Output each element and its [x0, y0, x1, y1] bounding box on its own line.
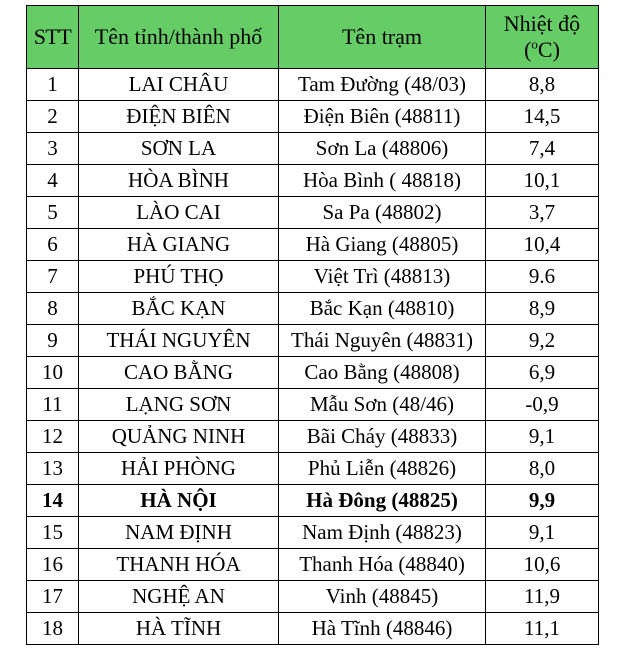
cell-province: HÀ GIANG — [79, 229, 279, 261]
cell-province: HÀ NỘI — [79, 485, 279, 517]
cell-stt: 1 — [27, 69, 79, 101]
header-stt: STT — [27, 6, 79, 69]
table-row — [27, 165, 599, 197]
cell-stt: 12 — [27, 421, 79, 453]
cell-stt: 11 — [27, 389, 79, 421]
cell-stt: 15 — [27, 517, 79, 549]
cell-station: Hà Đông (48825) — [279, 485, 486, 517]
table-row — [27, 549, 599, 581]
cell-province: CAO BẰNG — [79, 357, 279, 389]
table-row — [27, 421, 599, 453]
cell-temperature: -0,9 — [486, 389, 599, 421]
table-row — [27, 613, 599, 645]
cell-stt: 14 — [27, 485, 79, 517]
header-row — [27, 6, 599, 69]
cell-temperature: 14,5 — [486, 101, 599, 133]
cell-station: Tam Đường (48/03) — [279, 69, 486, 101]
table-row — [27, 485, 599, 517]
cell-province: ĐIỆN BIÊN — [79, 101, 279, 133]
cell-temperature: 11,1 — [486, 613, 599, 645]
header-province: Tên tỉnh/thành phố — [79, 6, 279, 69]
cell-province: BẮC KẠN — [79, 293, 279, 325]
cell-temperature: 10,4 — [486, 229, 599, 261]
cell-station: Hà Giang (48805) — [279, 229, 486, 261]
table-row — [27, 197, 599, 229]
unit-open: ( — [524, 37, 532, 62]
cell-province: PHÚ THỌ — [79, 261, 279, 293]
cell-stt: 18 — [27, 613, 79, 645]
cell-stt: 8 — [27, 293, 79, 325]
header-temperature-label: Nhiệt độ — [503, 11, 581, 36]
cell-station: Thái Nguyên (48831) — [279, 325, 486, 357]
cell-stt: 5 — [27, 197, 79, 229]
cell-province: NGHỆ AN — [79, 581, 279, 613]
cell-station: Cao Bằng (48808) — [279, 357, 486, 389]
cell-stt: 6 — [27, 229, 79, 261]
cell-temperature: 9,9 — [486, 485, 599, 517]
cell-province: LẠNG SƠN — [79, 389, 279, 421]
cell-province: QUẢNG NINH — [79, 421, 279, 453]
table-row — [27, 453, 599, 485]
cell-temperature: 6,9 — [486, 357, 599, 389]
cell-station: Bắc Kạn (48810) — [279, 293, 486, 325]
cell-station: Bãi Cháy (48833) — [279, 421, 486, 453]
cell-station: Mẫu Sơn (48/46) — [279, 389, 486, 421]
cell-temperature: 11,9 — [486, 581, 599, 613]
cell-stt: 10 — [27, 357, 79, 389]
cell-province: LÀO CAI — [79, 197, 279, 229]
temperature-table — [26, 5, 599, 645]
cell-temperature: 9,1 — [486, 421, 599, 453]
table-body — [27, 69, 599, 645]
cell-province: HÀ TĨNH — [79, 613, 279, 645]
cell-temperature: 9,1 — [486, 517, 599, 549]
cell-station: Vinh (48845) — [279, 581, 486, 613]
cell-station: Sơn La (48806) — [279, 133, 486, 165]
cell-province: SƠN LA — [79, 133, 279, 165]
cell-temperature: 10,6 — [486, 549, 599, 581]
cell-temperature: 9.6 — [486, 261, 599, 293]
table-row — [27, 261, 599, 293]
table-row — [27, 325, 599, 357]
cell-station: Hòa Bình ( 48818) — [279, 165, 486, 197]
cell-temperature: 10,1 — [486, 165, 599, 197]
table-row — [27, 293, 599, 325]
cell-station: Thanh Hóa (48840) — [279, 549, 486, 581]
cell-stt: 3 — [27, 133, 79, 165]
table-row — [27, 517, 599, 549]
cell-stt: 17 — [27, 581, 79, 613]
cell-station: Nam Định (48823) — [279, 517, 486, 549]
cell-province: HÒA BÌNH — [79, 165, 279, 197]
unit-close: C) — [537, 37, 560, 62]
header-temperature — [486, 6, 599, 69]
cell-province: NAM ĐỊNH — [79, 517, 279, 549]
cell-stt: 13 — [27, 453, 79, 485]
cell-stt: 16 — [27, 549, 79, 581]
table-row — [27, 389, 599, 421]
cell-stt: 9 — [27, 325, 79, 357]
cell-stt: 4 — [27, 165, 79, 197]
cell-station: Việt Trì (48813) — [279, 261, 486, 293]
table-row — [27, 229, 599, 261]
cell-station: Hà Tĩnh (48846) — [279, 613, 486, 645]
cell-province: LAI CHÂU — [79, 69, 279, 101]
cell-temperature: 8,0 — [486, 453, 599, 485]
cell-stt: 7 — [27, 261, 79, 293]
cell-temperature: 8,9 — [486, 293, 599, 325]
cell-station: Điện Biên (48811) — [279, 101, 486, 133]
header-temperature-unit — [486, 37, 598, 63]
cell-province: THÁI NGUYÊN — [79, 325, 279, 357]
cell-stt: 2 — [27, 101, 79, 133]
cell-station: Sa Pa (48802) — [279, 197, 486, 229]
cell-province: HẢI PHÒNG — [79, 453, 279, 485]
cell-province: THANH HÓA — [79, 549, 279, 581]
cell-temperature: 8,8 — [486, 69, 599, 101]
table-row — [27, 357, 599, 389]
temperature-table-container — [26, 5, 598, 645]
table-header — [27, 6, 599, 69]
cell-temperature: 3,7 — [486, 197, 599, 229]
cell-station: Phủ Liễn (48826) — [279, 453, 486, 485]
cell-temperature: 9,2 — [486, 325, 599, 357]
table-row — [27, 101, 599, 133]
header-station: Tên trạm — [279, 6, 486, 69]
table-row — [27, 581, 599, 613]
table-row — [27, 133, 599, 165]
unit-degree-sup: o — [531, 36, 538, 52]
cell-temperature: 7,4 — [486, 133, 599, 165]
table-row — [27, 69, 599, 101]
